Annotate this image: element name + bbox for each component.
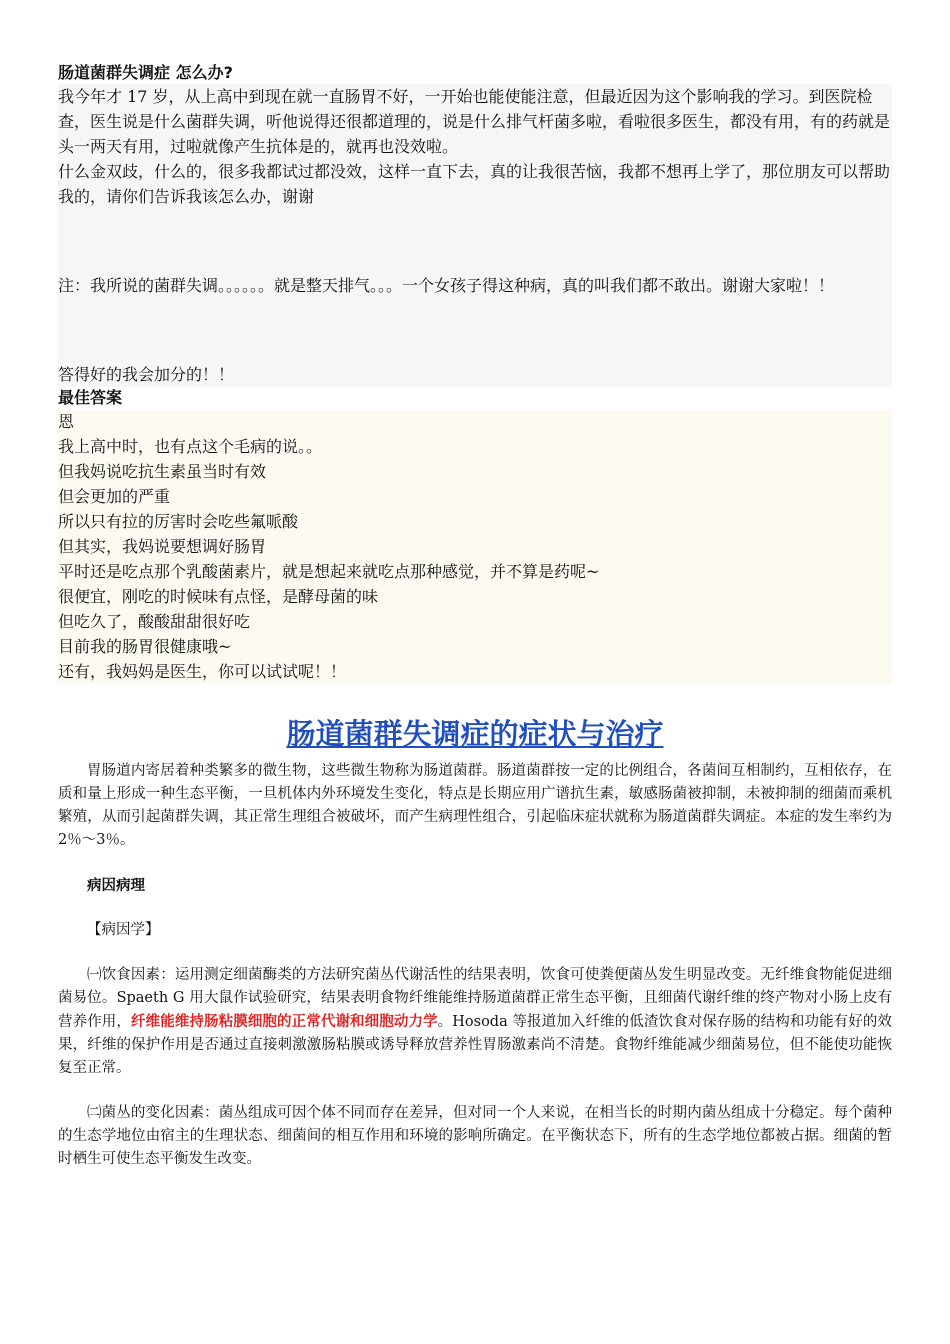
question-spacer-2 (58, 298, 892, 362)
factor-diet-text-2: 。Hosoda 等报道加入纤维的低渣饮食对保存肠的结构和功能有好的效果，纤维的保护作用是否通过直接刺激激肠粘膜或诱导释放营养性胃肠激素尚不清楚。食物纤维能减少细菌易位，但不能使功能恢复至正常。 (58, 1014, 892, 1076)
answer-line: 我上高中时，也有点这个毛病的说。。 (58, 437, 323, 456)
question-paragraph-1: 我今年才 17 岁，从上高中到现在就一直肠胃不好，一开始也能使能注意，但最近因为这个影响我的学习。到医院检查，医生说是什么菌群失调，听他说得还很都道理的，说是什么排气杆菌多啦，看啦很多医生，都没有用，有的药就是头一两天有用，过啦就像产生抗体是的，就再也没效啦。 (58, 87, 891, 156)
question-spacer (58, 209, 892, 273)
answer-line: 平时还是吃点那个乳酸菌素片，就是想起来就吃点那种感觉，并不算是药呢~ (58, 562, 600, 581)
article-intro: 胃肠道内寄居着种类繁多的微生物，这些微生物称为肠道菌群。肠道菌群按一定的比例组合，各菌间互相制约，互相依存，在质和量上形成一种生态平衡，一旦机体内外环境发生变化，特点是长期应用广谱抗生素，敏感肠菌被抑制，未被抑制的细菌而乘机繁殖，从而引起菌群失调，其正常生理组合被破坏，而产生病理性组合，引起临床症状就称为肠道菌群失调症。本症的发生率约为 2％～3％。 (58, 763, 892, 848)
factor-diet-text-1: ㈠饮食因素：运用测定细菌酶类的方法研究菌丛代谢活性的结果表明，饮食可使粪便菌丛发生明显改变。无纤维食物能促进细菌易位。Spaeth G 用大鼠作试验研究，结果表明食物纤维能维持肠道菌群正常生态平衡，且细菌代谢纤维的终产物对小肠上皮有营养作用， (58, 967, 892, 1030)
document-page (58, 62, 892, 1171)
sub-heading: 【病因学】 (87, 922, 160, 938)
answer-line: 恩 (58, 412, 75, 431)
article-title[interactable]: 肠道菌群失调症的症状与治疗 (286, 717, 664, 751)
question-paragraph-2: 什么金双歧，什么的，很多我都试过都没效，这样一直下去，真的让我很苦恼，我都不想再上学了，那位朋友可以帮助我的，请你们告诉我该怎么办，谢谢 (58, 162, 891, 206)
best-answer-body (58, 409, 892, 684)
answer-line: 但会更加的严重 (58, 487, 171, 506)
answer-line: 但其实，我妈说要想调好肠胃 (58, 537, 267, 556)
best-answer-title: 最佳答案 (58, 388, 123, 407)
answer-line: 但吃久了，酸酸甜甜很好吃 (58, 612, 251, 631)
question-note: 注：我所说的菌群失调。。。。。。就是整天排气。。。一个女孩子得这种病，真的叫我们都不敢出。谢谢大家啦！！ (58, 276, 835, 295)
question-title: 肠道菌群失调症 怎么办? (58, 63, 233, 82)
section-heading: 病因病理 (87, 877, 145, 894)
question-reward: 答得好的我会加分的！！ (58, 365, 235, 384)
answer-line: 目前我的肠胃很健康哦~ (58, 637, 232, 656)
factor-flora-paragraph: ㈡菌丛的变化因素：菌丛组成可因个体不同而存在差异，但对同一个人来说，在相当长的时期内菌丛组成十分稳定。每个菌种的生态学地位由宿主的生理状态、细菌间的相互作用和环境的影响所确定。在平衡状态下，所有的生态学地位都被占据。细菌的暂时栖生可使生态平衡发生改变。 (58, 1105, 892, 1167)
factor-diet-paragraph (58, 964, 892, 1080)
answer-line: 很便宜，刚吃的时候味有点怪，是酵母菌的味 (58, 587, 379, 606)
answer-line: 还有，我妈妈是医生，你可以试试呢！！ (58, 662, 347, 681)
factor-diet-highlight: 纤维能维持肠粘膜细胞的正常代谢和细胞动力学 (131, 1013, 438, 1030)
question-body (58, 84, 892, 387)
answer-line: 所以只有拉的厉害时会吃些氟哌酸 (58, 512, 299, 531)
answer-line: 但我妈说吃抗生素虽当时有效 (58, 462, 267, 481)
